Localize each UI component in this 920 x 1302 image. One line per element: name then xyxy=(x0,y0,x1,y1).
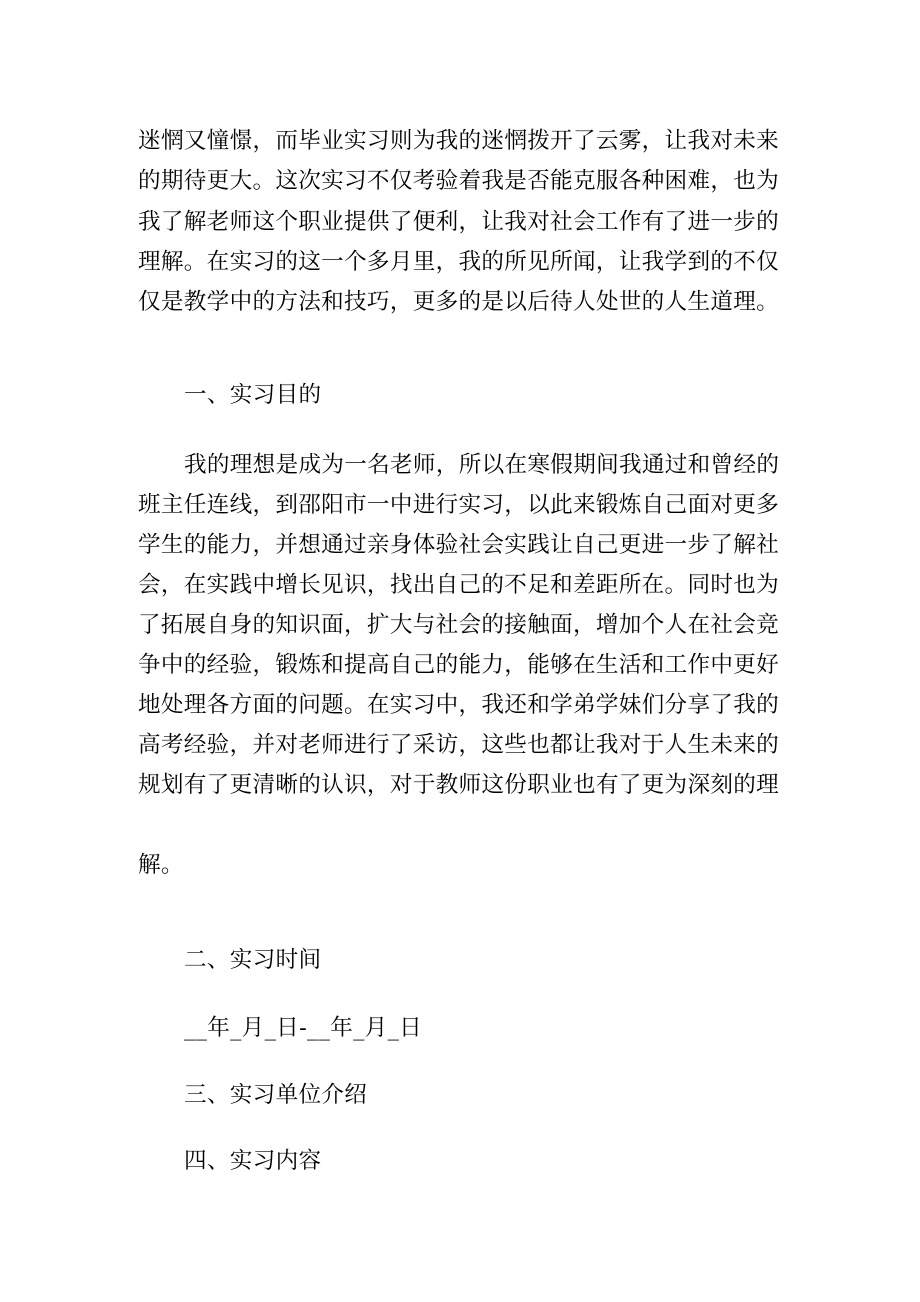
purpose-line-8: 高考经验，并对老师进行了采访，这些也都让我对于人生未来的 xyxy=(138,732,780,758)
purpose-line-2: 班主任连线，到邵阳市一中进行实习，以此来锻炼自己面对更多 xyxy=(138,492,780,518)
purpose-line-3: 学生的能力，并想通过亲身体验社会实践让自己更进一步了解社 xyxy=(138,532,780,558)
section-heading-content: 四、实习内容 xyxy=(184,1148,322,1174)
purpose-line-10: 解。 xyxy=(138,852,184,878)
section-heading-company: 三、实习单位介绍 xyxy=(184,1082,368,1108)
intro-line-4: 理解。在实习的这一个多月里，我的所见所闻，让我学到的不仅 xyxy=(138,249,780,275)
section-heading-purpose: 一、实习目的 xyxy=(184,382,322,408)
purpose-line-4: 会，在实践中增长见识，找出自己的不足和差距所在。同时也为 xyxy=(138,572,780,598)
intro-line-5: 仅是教学中的方法和技巧，更多的是以后待人处世的人生道理。 xyxy=(138,289,780,315)
intro-line-1: 迷惘又憧憬，而毕业实习则为我的迷惘拨开了云雾，让我对未来 xyxy=(138,128,780,154)
purpose-line-1: 我的理想是成为一名老师，所以在寒假期间我通过和曾经的 xyxy=(184,452,780,478)
purpose-line-9: 规划有了更清晰的认识，对于教师这份职业也有了更为深刻的理 xyxy=(138,772,780,798)
time-range: __年_月_日-__年_月_日 xyxy=(184,1015,423,1041)
intro-line-3: 我了解老师这个职业提供了便利，让我对社会工作有了进一步的 xyxy=(138,209,780,235)
section-heading-time: 二、实习时间 xyxy=(184,947,322,973)
purpose-line-7: 地处理各方面的问题。在实习中，我还和学弟学妹们分享了我的 xyxy=(138,692,780,718)
purpose-line-5: 了拓展自身的知识面，扩大与社会的接触面，增加个人在社会竞 xyxy=(138,612,780,638)
purpose-line-6: 争中的经验，锻炼和提高自己的能力，能够在生活和工作中更好 xyxy=(138,652,780,678)
intro-line-2: 的期待更大。这次实习不仅考验着我是否能克服各种困难，也为 xyxy=(138,168,780,194)
